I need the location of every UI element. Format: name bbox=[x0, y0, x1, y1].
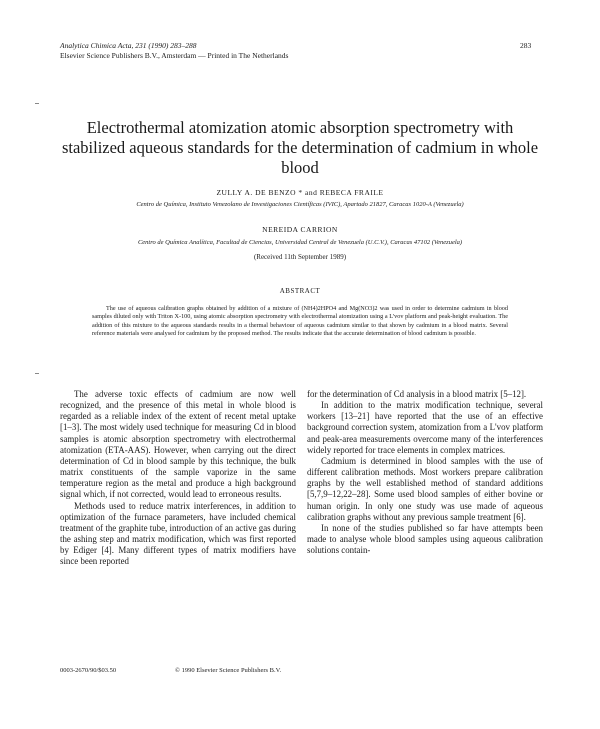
journal-citation: Analytica Chimica Acta, 231 (1990) 283–288 bbox=[60, 41, 197, 50]
body-paragraph: Methods used to reduce matrix interferences, in addition to optimization of the furnace parameters, have included chemical treatment of the graphite tube, introduction of an active gas during the ashing step and matrix modification, which was first reported by Ediger [4]. Many different types of matrix modifiers have since been reported bbox=[60, 500, 296, 567]
body-column-right bbox=[307, 389, 543, 556]
authors-primary: ZULLY A. DE BENZO * and REBECA FRAILE bbox=[216, 188, 384, 197]
affiliation-primary: Centro de Química, Instituto Venezolano de Investigaciones Científicas (IVIC), Apartado 21827, Caracas 1020-A (Venezuela) bbox=[136, 201, 464, 208]
margin-mark bbox=[35, 373, 39, 374]
body-paragraph: for the determination of Cd analysis in a blood matrix [5–12]. bbox=[307, 389, 527, 399]
abstract-heading: ABSTRACT bbox=[279, 287, 321, 295]
affiliation-secondary: Centro de Química Analítica, Facultad de Ciencias, Universidad Central de Venezuela (U.C.V.), Caracas 47102 (Venezuela) bbox=[137, 239, 463, 246]
article-title: Electrothermal atomization atomic absorption spectrometry with stabilized aqueous standards for the determination of cadmium in whole blood bbox=[61, 118, 539, 177]
abstract-body: The use of aqueous calibration graphs obtained by addition of a mixture of (NH4)2HPO4 and Mg(NO3)2 was used in order to determine cadmium in blood samples diluted only with Triton X-100, using atomic absorption spectrometry with electrothermal atomization using a L'vov platform and peak-height evaluation. The addition of this mixture to the aqueous standards results in a thermal behaviour of aqueous cadmium similar to that shown by cadmium in a blood matrix. Several reference materials were analysed for cadmium by the proposed method. The results indicate that the accurate determination of blood cadmium is possible. bbox=[92, 305, 508, 338]
issn-code: 0003-2670/90/$03.50 bbox=[60, 667, 117, 674]
publisher-line: Elsevier Science Publishers B.V., Amsterdam — Printed in The Netherlands bbox=[60, 51, 289, 60]
body-paragraph: Cadmium is determined in blood samples with the use of different calibration methods. Most workers prepare calibration graphs by the well established method of standard additions [5,7,9–12,22–28]. Some used blood samples of either bovine or human origin. In only one study was use made of aqueous calibration graphs without any previous sample treatment [6]. bbox=[307, 455, 543, 522]
received-date: (Received 11th September 1989) bbox=[253, 253, 347, 261]
body-column-left bbox=[60, 389, 296, 568]
copyright-notice: © 1990 Elsevier Science Publishers B.V. bbox=[175, 667, 282, 674]
page-number: 283 bbox=[520, 41, 532, 50]
body-paragraph: In none of the studies published so far have attempts been made to analyse whole blood samples using aqueous calibration solutions contain- bbox=[307, 522, 543, 556]
authors-secondary: NEREIDA CARRION bbox=[262, 225, 338, 234]
margin-mark bbox=[35, 103, 39, 104]
body-paragraph: The adverse toxic effects of cadmium are now well recognized, and the presence of this metal in whole blood is regarded as a reliable index of the extent of recent metal uptake [1–3]. The most widely used technique for measuring Cd in blood samples is atomic absorption spectrometry with electrothermal atomization (ETA-AAS). However, when carrying out the direct determination of Cd in blood sample by this technique, the bulk matrix constituents of the sample vaporize in the same temperature region as the metal and produce a high background signal which, if not corrected, would lead to erroneous results. bbox=[60, 389, 296, 500]
body-paragraph: In addition to the matrix modification technique, several workers [13–21] have reported that the use of an effective background correction system, atomization from a L'vov platform and peak-area measurements overcome many of the interferences widely reported for trace elements in complex matrices. bbox=[307, 400, 543, 455]
